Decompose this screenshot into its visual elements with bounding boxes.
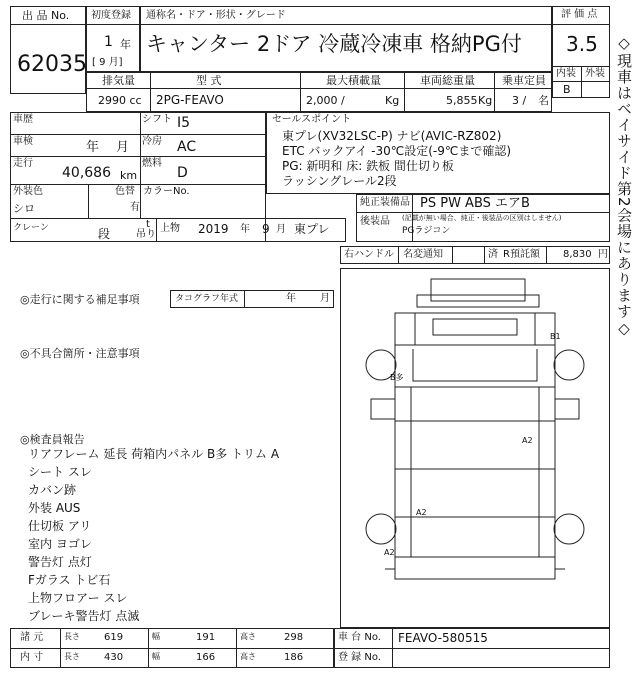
registration-year: 1 xyxy=(104,34,113,50)
inspector-line: 警告灯 点灯 xyxy=(28,555,92,569)
damage-mark: A2 xyxy=(384,548,395,557)
aircon: AC xyxy=(177,139,197,155)
inspector-line: 仕切板 アリ xyxy=(28,519,92,533)
inspector-line: ブレーキ警告灯 点滅 xyxy=(28,609,140,623)
inner-length: 430 xyxy=(104,652,124,663)
registration-month: [ 9 月] xyxy=(92,57,123,68)
upper-body-maker: 東プレ xyxy=(294,222,330,236)
displacement: 2990 cc xyxy=(98,94,142,107)
inner-width: 166 xyxy=(196,652,216,663)
side-note-text: 現車はベイサイド第2会場にあります xyxy=(615,53,633,320)
inspector-line: Fガラス トビ石 xyxy=(28,573,111,587)
aftermarket-equipment: PGラジコン xyxy=(402,226,451,236)
grade-label: 評 価 点 xyxy=(561,9,598,20)
upper-body-year: 2019 xyxy=(198,222,229,236)
defects-label: ◎不具合箇所・注意事項 xyxy=(20,347,140,360)
diamond-icon: ◇ xyxy=(615,34,633,53)
sales-point-line: 東プレ(XV32LSC-P) ナビ(AVIC-RZ802) xyxy=(282,129,502,143)
inner-height: 186 xyxy=(284,652,304,663)
grade-value: 3.5 xyxy=(566,32,598,56)
lot-number: 62035 xyxy=(17,52,87,77)
model: 2PG-FEAVO xyxy=(156,93,224,107)
car-name-label: 通称名・ドア・形状・グレード xyxy=(146,10,286,21)
interior-label: 内装 xyxy=(556,68,576,79)
inspector-report-label: ◎検査員報告 xyxy=(20,433,85,446)
sales-point-line: ETC バックアイ -30℃設定(-9℃まで確認) xyxy=(282,144,512,158)
max-load: 2,000 / xyxy=(306,94,345,107)
steering: 右ハンドル xyxy=(344,249,394,260)
side-note xyxy=(616,34,631,634)
car-name: キャンター 2ドア 冷蔵冷凍車 格納PG付 xyxy=(146,32,522,56)
exterior-label: 外装 xyxy=(585,68,605,79)
diamond-icon: ◇ xyxy=(615,319,633,339)
recycle-fee: 8,830 xyxy=(563,249,592,260)
damage-mark: B多 xyxy=(390,373,404,382)
capacity: 3 / xyxy=(512,94,527,107)
outer-height: 298 xyxy=(284,632,304,643)
inspector-line: リアフレーム 延長 荷箱内パネル B多 トリム A xyxy=(28,447,280,461)
gross-weight: 5,855 xyxy=(446,94,478,107)
truck-outline xyxy=(341,269,609,627)
shift: I5 xyxy=(177,115,191,131)
inspector-line: シート スレ xyxy=(28,465,92,479)
registration-label: 初度登録 xyxy=(91,10,131,21)
exterior-color: シロ xyxy=(13,202,35,215)
inspector-line: 外装 AUS xyxy=(28,501,81,515)
driving-notes-label: ◎走行に関する補足事項 xyxy=(20,293,140,306)
fuel: D xyxy=(177,165,188,181)
damage-mark: B1 xyxy=(550,332,561,341)
outer-length: 619 xyxy=(104,632,124,643)
chassis-number: FEAVO-580515 xyxy=(398,631,488,645)
outer-width: 191 xyxy=(196,632,216,643)
inspector-line: 室内 ヨゴレ xyxy=(28,537,92,551)
inspector-line: カバン跡 xyxy=(28,483,77,497)
sales-point-line: PG: 新明和 床: 鉄板 間仕切り板 xyxy=(282,159,454,173)
mileage: 40,686 xyxy=(62,165,111,181)
sales-point-line: ラッシングレール2段 xyxy=(282,174,397,188)
damage-mark: A2 xyxy=(522,436,533,445)
upper-body-month: 9 xyxy=(262,222,270,236)
vehicle-diagram xyxy=(340,268,610,628)
lot-label: 出 品 No. xyxy=(22,9,70,22)
inspector-line: 上物フロアー スレ xyxy=(28,591,128,605)
interior-grade: B xyxy=(563,83,571,96)
damage-mark: A2 xyxy=(416,508,427,517)
standard-equipment: PS PW ABS エアB xyxy=(420,196,530,211)
